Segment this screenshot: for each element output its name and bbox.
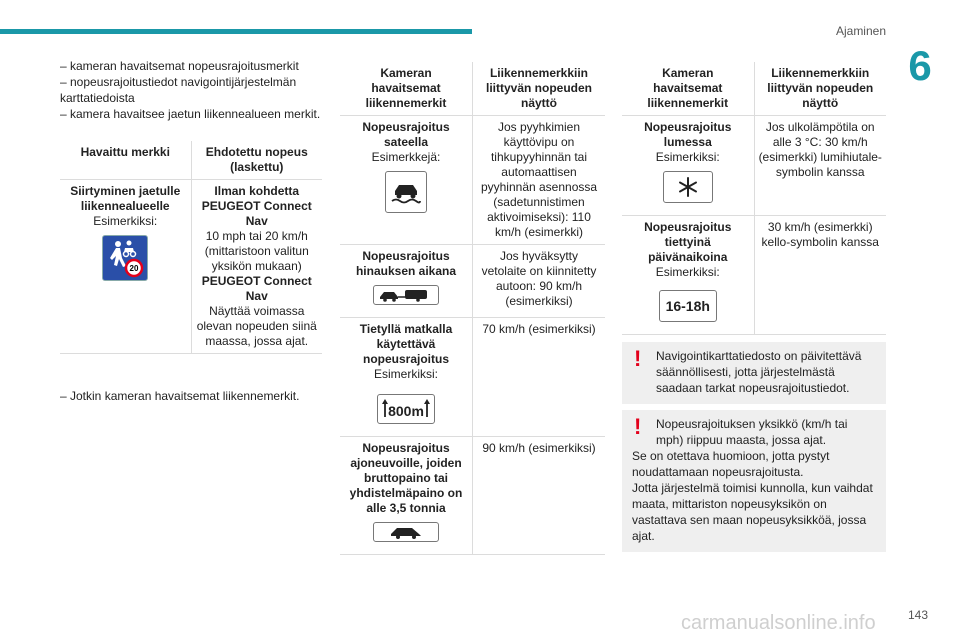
time-range-label: 16-18h	[665, 297, 710, 314]
note-text: Se on otettava huomioon, jotta pystyt noudattamaan nopeusrajoitusta.	[632, 449, 830, 479]
note-text: Navigointikarttatiedosto on päivitettävä säännöllisesti, jotta järjestelmästä saadaan tarkat nopeusrajoitustiedot.	[656, 349, 862, 395]
page-number: 143	[907, 608, 928, 622]
list-item: – kamera havaitsee jaetun liikennealueen merkit.	[60, 107, 321, 121]
watermark: carmanualsonline.info	[681, 612, 876, 634]
speed-text: 70 km/h (esimerkiksi)	[473, 318, 606, 437]
list-item: – Jotkin kameran havaitsemat liikennemerkit.	[60, 389, 300, 403]
car-trailer-icon	[373, 285, 439, 305]
example-label: Esimerkiksi:	[373, 367, 438, 381]
distance-label: 800m	[388, 403, 424, 419]
speed-text: 30 km/h (esimerkki) kello-symbolin kanssa	[754, 216, 886, 335]
example-label: Esimerkiksi:	[655, 150, 720, 164]
section-title: Ajaminen	[835, 24, 886, 38]
table-row	[340, 437, 605, 555]
sign-title: Siirtyminen jaetulle liikennealueelle	[70, 184, 181, 213]
sign-title: Nopeusrajoitus tiettyinä päivänaikoina	[644, 220, 732, 264]
note-text: Nopeusrajoituksen yksikkö (km/h tai mph) riippuu maasta, jossa ajat.	[656, 417, 848, 447]
camera-signs-table	[340, 62, 605, 555]
table-header: Ehdotettu nopeus (laskettu)	[191, 141, 322, 180]
speed-text: Näyttää voimassa olevan nopeuden siinä maassa, jossa ajat.	[196, 304, 317, 348]
warning-icon: !	[634, 346, 642, 371]
shared-zone-table	[60, 141, 322, 354]
speed-limit-number: 20	[129, 264, 139, 273]
table-row	[340, 318, 605, 437]
sign-title: Tietyllä matkalla käytettävä nopeusrajoitus	[359, 322, 453, 366]
snowflake-icon	[663, 171, 713, 203]
speed-text: Jos hyväksytty vetolaite on kiinnitetty autoon: 90 km/h (esimerkiksi)	[473, 245, 606, 318]
warning-note	[622, 342, 886, 404]
sign-title: Nopeusrajoitus hinauksen aikana	[355, 249, 457, 278]
sign-title: Nopeusrajoitus sateella	[362, 120, 450, 149]
sign-title: Nopeusrajoitus lumessa	[644, 120, 732, 149]
note-text: Jotta järjestelmä toimisi kunnolla, kun vaihdat maata, mittariston nopeusyksikön on vastattava sen maan nopeusyksikköä, jossa ajat.	[632, 481, 873, 543]
table-header: Liikennemerkkiin liittyvän nopeuden näyttö	[754, 62, 886, 116]
header-accent-bar	[0, 29, 472, 34]
table-header: Liikennemerkkiin liittyvän nopeuden näyttö	[473, 62, 606, 116]
list-item: – nopeusrajoitustiedot navigointijärjestelmän karttatiedoista	[60, 75, 297, 105]
table-row	[622, 116, 886, 216]
table-header: Havaittu merkki	[60, 141, 191, 180]
example-label: Esimerkiksi:	[93, 214, 158, 228]
example-label: Esimerkiksi:	[655, 265, 720, 279]
table-row	[60, 180, 322, 354]
speed-text: Jos pyyhkimien käyttövipu on tihkupyyhinnän tai automaattisen pyyhinnän asennossa (sadetunnistimen aktivoimiseksi): 110 km/h (esimerkki)	[473, 116, 606, 245]
chapter-number: 6	[908, 42, 932, 89]
table-header: Kameran havaitsemat liikennemerkit	[340, 62, 473, 116]
condition-label: Ilman kohdetta PEUGEOT Connect Nav	[201, 184, 312, 228]
shared-zone-sign-icon	[102, 235, 148, 281]
table-row	[340, 116, 605, 245]
example-label: Esimerkkejä:	[371, 150, 441, 164]
table-row	[340, 245, 605, 318]
warning-note	[622, 410, 886, 552]
sign-title: Nopeusrajoitus ajoneuvoille, joiden bruttopaino tai yhdistelmäpaino on alle 3,5 tonnia	[349, 441, 463, 515]
condition-label: PEUGEOT Connect Nav	[201, 274, 312, 303]
warning-icon: !	[634, 414, 642, 439]
list-item: – kameran havaitsemat nopeusrajoitusmerkit	[60, 59, 299, 73]
time-range-icon	[659, 290, 717, 322]
table-header: Kameran havaitsemat liikennemerkit	[622, 62, 754, 116]
car-icon	[373, 522, 439, 542]
speed-text: Jos ulkolämpötila on alle 3 °C: 30 km/h (esimerkki) lumihiutale-symbolin kanssa	[754, 116, 886, 216]
table-row	[622, 216, 886, 335]
intro-list	[60, 58, 322, 122]
distance-800m-icon	[377, 394, 435, 424]
speed-text: 10 mph tai 20 km/h (mittaristoon valitun yksikön mukaan)	[204, 229, 309, 273]
speed-text: 90 km/h (esimerkiksi)	[473, 437, 606, 555]
rain-road-icon	[385, 171, 427, 213]
camera-signs-table-2	[622, 62, 886, 335]
